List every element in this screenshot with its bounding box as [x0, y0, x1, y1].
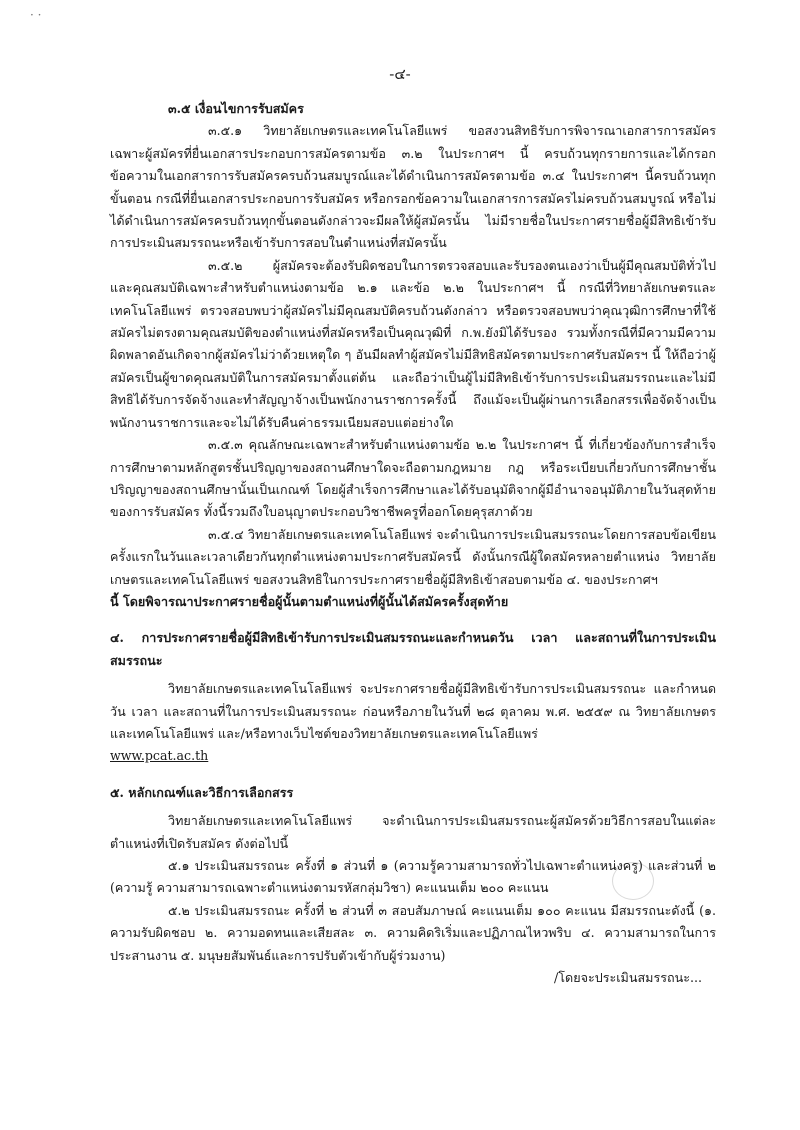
section-4-paragraph: วิทยาลัยเกษตรและเทคโนโลยีแพร่ จะประกาศรายชื่อผู้มีสิทธิเข้ารับการประเมินสมรรถนะ และกำหนดวัน เวลา และสถานที่ในการประเมินสมรรถนะ ก่อนหรือภายในวันที่ ๒๘ ตุลาคม พ.ศ. ๒๕๕๙ ณ วิทยาลัยเกษตรและเทคโนโลยีแพร่ และ/หรือทางเว็บไซต์ของวิทยาลัยเกษตรและเทคโนโลยีแพร่: [110, 681, 716, 741]
section-3-5-title: ๓.๕ เงื่อนไขการรับสมัคร: [168, 101, 304, 116]
clause-3-5-4-bold: นี้ โดยพิจารณาประกาศรายชื่อผู้นั้นตามตำแหน่งที่ผู้นั้นได้สมัครครั้งสุดท้าย: [110, 593, 509, 609]
clause-5-2: ๕.๒ ประเมินสมรรถนะ ครั้งที่ ๒ ส่วนที่ ๓ สอบสัมภาษณ์ คะแนนเต็ม ๑๐๐ คะแนน มีสมรรถนะดังนี้ (๑. ความรับผิดชอบ ๒. ความอดทนและเสียสละ ๓. ความคิดริเริ่มและปฏิภาณไหวพริบ ๔. ความสามารถในการประสานงาน ๕. มนุษยสัมพันธ์และการปรับตัวเข้ากับผู้ร่วมงาน): [110, 902, 716, 963]
page-number: -๔-: [389, 65, 411, 83]
clause-5-1: ๕.๑ ประเมินสมรรถนะ ครั้งที่ ๑ ส่วนที่ ๑ (ความรู้ความสามารถทั่วไปเฉพาะตำแหน่งครู) และส่วนที่ ๒ (ความรู้ ความสามารถเฉพาะตำแหน่งตามรหัสกลุ่มวิชา) คะแนนเต็ม ๒๐๐ คะแนน: [110, 858, 716, 896]
clause-3-5-2: ๓.๕.๒ ผู้สมัครจะต้องรับผิดชอบในการตรวจสอบและรับรองตนเองว่าเป็นผู้มีคุณสมบัติทั่วไป และคุณสมบัติเฉพาะสำหรับตำแหน่งตามข้อ ๒.๑ และข้อ ๒.๒ ในประกาศฯ นี้ กรณีที่วิทยาลัยเกษตรและเทคโนโลยีแพร่ ตรวจสอบพบว่าผู้สมัครไม่มีคุณสมบัติครบถ้วนดังกล่าว หรือตรวจสอบพบว่าคุณวุฒิการศึกษาที่ใช้สมัครไม่ตรงตามคุณสมบัติของตำแหน่งที่สมัครหรือเป็นคุณวุฒิที่ ก.พ.ยังมิได้รับรอง รวมทั้งกรณีที่มีความมีความผิดพลาดอันเกิดจากผู้สมัครไม่ว่าด้วยเหตุใด ๆ อันมีผลทำผู้สมัครไม่มีสิทธิสมัครตามประกาศรับสมัครฯ นี้ ให้ถือว่าผู้สมัครเป็นผู้ขาดคุณสมบัติในการสมัครมาตั้งแต่ต้น และถือว่าเป็นผู้ไม่มีสิทธิเข้ารับการประเมินสมรรถนะและไม่มีสิทธิได้รับการจัดจ้างและทำสัญญาจ้างเป็นพนักงานราชการครั้งนี้ ถึงแม้จะเป็นผู้ผ่านการเลือกสรรเพื่อจัดจ้างเป็นพนักงานราชการและจะไม่ได้รับคืนค่าธรรมเนียมสอบแต่อย่างใด: [110, 257, 716, 430]
website-link[interactable]: www.pcat.ac.th: [110, 748, 209, 764]
section-5-title: ๕. หลักเกณฑ์และวิธีการเลือกสรร: [110, 784, 294, 800]
section-5-intro: วิทยาลัยเกษตรและเทคโนโลยีแพร่ จะดำเนินการประเมินสมรรถนะผู้สมัครด้วยวิธีการสอบในแต่ละตำแหน่งที่เปิดรับสมัคร ดังต่อไปนี้: [110, 813, 716, 851]
corner-mark: · ·: [30, 8, 42, 22]
section-4-title: ๔. การประกาศรายชื่อผู้มีสิทธิเข้ารับการประเมินสมรรถนะและกำหนดวัน เวลา และสถานที่ในการประเมินสมรรถนะ: [110, 630, 716, 668]
signature-mark: [612, 862, 654, 900]
clause-3-5-4: ๓.๕.๔ วิทยาลัยเกษตรและเทคโนโลยีแพร่ จะดำเนินการประเมินสมรรถนะโดยการสอบข้อเขียนครั้งแรกในวันและเวลาเดียวกันทุกตำแหน่งตามประกาศรับสมัครนี้ ดังนั้นกรณีผู้ใดสมัครหลายตำแหน่ง วิทยาลัยเกษตรและเทคโนโลยีแพร่ ขอสงวนสิทธิในการประกาศรายชื่อผู้มีสิทธิเข้าสอบตามข้อ ๔. ของประกาศฯ: [110, 526, 716, 587]
continuation-note: /โดยจะประเมินสมรรถนะ...: [554, 970, 702, 985]
clause-3-5-1: ๓.๕.๑ วิทยาลัยเกษตรและเทคโนโลยีแพร่ ขอสงวนสิทธิรับการพิจารณาเอกสารการสมัคร เฉพาะผู้สมัครที่ยื่นเอกสารประกอบการสมัครตามข้อ ๓.๒ ในประกาศฯ นี้ ครบถ้วนทุกรายการและได้กรอกข้อความในเอกสารการรับสมัครครบถ้วนสมบูรณ์และได้ดำเนินการสมัครตามข้อ ๓.๔ ในประกาศฯ นี้ครบถ้วนทุกขั้นตอน กรณีที่ยื่นเอกสารประกอบการรับสมัคร หรือกรอกข้อความในเอกสารการสมัครไม่ครบถ้วนสมบูรณ์ หรือไม่ได้ดำเนินการสมัครครบถ้วนทุกขั้นตอนดังกล่าวจะมีผลให้ผู้สมัครนั้น ไม่มีรายชื่อในประกาศรายชื่อผู้มีสิทธิเข้ารับการประเมินสมรรถนะหรือเข้ารับการสอบในตำแหน่งที่สมัครนั้น: [110, 123, 716, 251]
document-body: [110, 98, 716, 967]
clause-3-5-3: ๓.๕.๓ คุณลักษณะเฉพาะสำหรับตำแหน่งตามข้อ ๒.๒ ในประกาศฯ นี้ ที่เกี่ยวข้องกับการสำเร็จการศึกษาตามหลักสูตรชั้นปริญญาของสถานศึกษาใดจะถือตามกฎหมาย กฎ หรือระเบียบเกี่ยวกับการศึกษาชั้นปริญญาของสถานศึกษานั้นเป็นเกณฑ์ โดยผู้สำเร็จการศึกษาและได้รับอนุมัติจากผู้มีอำนาจอนุมัติภายในวันสุดท้ายของการรับสมัคร ทั้งนี้รวมถึงใบอนุญาตประกอบวิชาชีพครูที่ออกโดยคุรุสภาด้วย: [110, 437, 716, 520]
